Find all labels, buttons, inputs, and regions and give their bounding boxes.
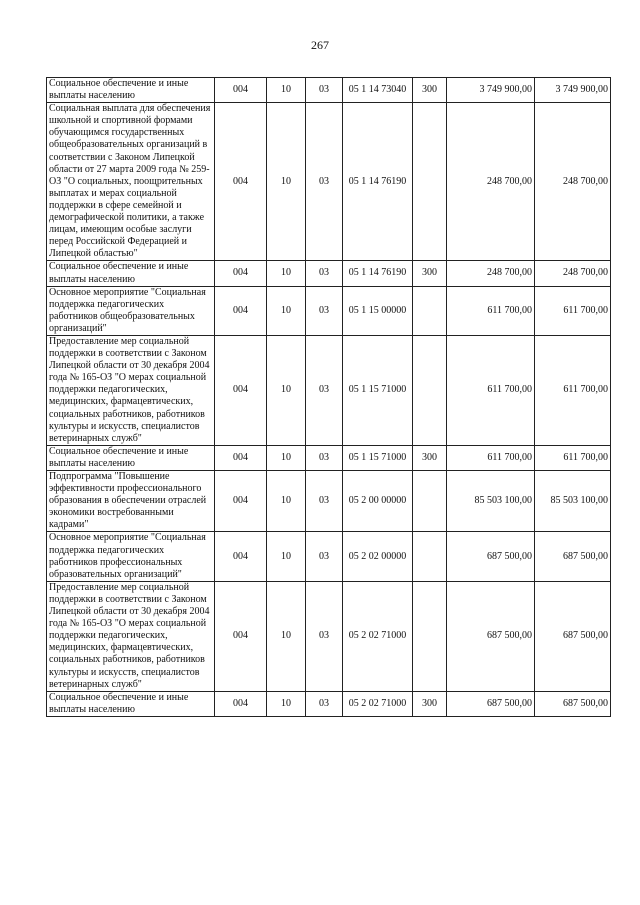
- table-body: [47, 78, 611, 717]
- cell-expense-type: [413, 581, 447, 691]
- table-row: [47, 691, 611, 716]
- cell-amount-1: 248 700,00: [447, 261, 535, 286]
- cell-subsection: 03: [306, 335, 343, 445]
- cell-expense-type: [413, 335, 447, 445]
- cell-name: Предоставление мер социальной поддержки в соответствии с Законом Липецкой области от 30 декабря 2004 года № 165-ОЗ "О мерах социальной поддержки педагогических, медицинских, фармацевтических, социальных работников, работников культуры и искусств, специалистов ветеринарных служб": [47, 335, 215, 445]
- cell-target-article: 05 1 15 00000: [343, 286, 413, 335]
- cell-subsection: 03: [306, 78, 343, 103]
- cell-amount-2: 611 700,00: [535, 445, 611, 470]
- cell-name: Основное мероприятие "Социальная поддержка педагогических работников общеобразовательных организаций": [47, 286, 215, 335]
- cell-target-article: 05 1 15 71000: [343, 335, 413, 445]
- cell-amount-2: 687 500,00: [535, 532, 611, 581]
- cell-expense-type: [413, 532, 447, 581]
- cell-amount-2: 3 749 900,00: [535, 78, 611, 103]
- cell-expense-type: 300: [413, 691, 447, 716]
- cell-expense-type: 300: [413, 445, 447, 470]
- cell-amount-2: 248 700,00: [535, 261, 611, 286]
- cell-subsection: 03: [306, 445, 343, 470]
- cell-section: 10: [267, 335, 306, 445]
- cell-amount-1: 687 500,00: [447, 691, 535, 716]
- cell-section: 10: [267, 286, 306, 335]
- cell-grbs: 004: [215, 335, 267, 445]
- cell-amount-2: 248 700,00: [535, 103, 611, 261]
- table-row: [47, 445, 611, 470]
- cell-grbs: 004: [215, 532, 267, 581]
- page-number: 267: [311, 38, 329, 52]
- cell-subsection: 03: [306, 691, 343, 716]
- cell-name: Социальное обеспечение и иные выплаты населению: [47, 691, 215, 716]
- cell-subsection: 03: [306, 471, 343, 532]
- cell-amount-1: 611 700,00: [447, 335, 535, 445]
- table-row: [47, 581, 611, 691]
- cell-expense-type: 300: [413, 261, 447, 286]
- table-row: [47, 261, 611, 286]
- cell-grbs: 004: [215, 103, 267, 261]
- cell-grbs: 004: [215, 286, 267, 335]
- cell-target-article: 05 1 14 76190: [343, 261, 413, 286]
- cell-name: Предоставление мер социальной поддержки в соответствии с Законом Липецкой области от 30 декабря 2004 года № 165-ОЗ "О мерах социальной поддержки педагогических, медицинских, фармацевтических, социальных работников, работников культуры и искусств, специалистов ветеринарных служб": [47, 581, 215, 691]
- cell-target-article: 05 2 02 00000: [343, 532, 413, 581]
- cell-target-article: 05 2 02 71000: [343, 581, 413, 691]
- cell-expense-type: [413, 103, 447, 261]
- table-row: [47, 471, 611, 532]
- cell-amount-2: 611 700,00: [535, 335, 611, 445]
- cell-amount-1: 687 500,00: [447, 532, 535, 581]
- cell-target-article: 05 1 14 73040: [343, 78, 413, 103]
- cell-amount-1: 687 500,00: [447, 581, 535, 691]
- cell-amount-1: 3 749 900,00: [447, 78, 535, 103]
- cell-expense-type: 300: [413, 78, 447, 103]
- cell-section: 10: [267, 471, 306, 532]
- cell-name: Социальное обеспечение и иные выплаты населению: [47, 445, 215, 470]
- cell-amount-1: 85 503 100,00: [447, 471, 535, 532]
- cell-subsection: 03: [306, 532, 343, 581]
- cell-section: 10: [267, 532, 306, 581]
- cell-subsection: 03: [306, 581, 343, 691]
- cell-grbs: 004: [215, 691, 267, 716]
- cell-section: 10: [267, 103, 306, 261]
- cell-name: Социальное обеспечение и иные выплаты населению: [47, 78, 215, 103]
- cell-amount-2: 687 500,00: [535, 581, 611, 691]
- cell-section: 10: [267, 581, 306, 691]
- cell-amount-2: 85 503 100,00: [535, 471, 611, 532]
- cell-subsection: 03: [306, 261, 343, 286]
- cell-name: Подпрограмма "Повышение эффективности профессионального образования в обеспечении отраслей экономики востребованными кадрами": [47, 471, 215, 532]
- cell-name: Социальная выплата для обеспечения школьной и спортивной формами обучающимся государственных общеобразовательных организаций в соответствии с Законом Липецкой области от 27 марта 2009 года № 259-ОЗ "О социальных, поощрительных выплатах и мерах социальной поддержки в сфере семейной и демографической политики, а также лицам, имеющим особые заслуги перед Российской Федерацией и Липецкой областью": [47, 103, 215, 261]
- cell-amount-1: 611 700,00: [447, 445, 535, 470]
- cell-amount-2: 687 500,00: [535, 691, 611, 716]
- cell-name: Основное мероприятие "Социальная поддержка педагогических работников профессиональных образовательных организаций": [47, 532, 215, 581]
- cell-section: 10: [267, 261, 306, 286]
- cell-target-article: 05 2 00 00000: [343, 471, 413, 532]
- cell-grbs: 004: [215, 471, 267, 532]
- cell-subsection: 03: [306, 103, 343, 261]
- budget-table: [46, 77, 611, 717]
- cell-grbs: 004: [215, 261, 267, 286]
- cell-amount-2: 611 700,00: [535, 286, 611, 335]
- cell-target-article: 05 2 02 71000: [343, 691, 413, 716]
- table-row: [47, 335, 611, 445]
- cell-target-article: 05 1 15 71000: [343, 445, 413, 470]
- table-row: [47, 532, 611, 581]
- table-row: [47, 286, 611, 335]
- cell-target-article: 05 1 14 76190: [343, 103, 413, 261]
- cell-amount-1: 611 700,00: [447, 286, 535, 335]
- cell-name: Социальное обеспечение и иные выплаты населению: [47, 261, 215, 286]
- cell-section: 10: [267, 445, 306, 470]
- table-row: [47, 78, 611, 103]
- cell-section: 10: [267, 78, 306, 103]
- table-row: [47, 103, 611, 261]
- cell-grbs: 004: [215, 78, 267, 103]
- cell-amount-1: 248 700,00: [447, 103, 535, 261]
- cell-grbs: 004: [215, 581, 267, 691]
- cell-grbs: 004: [215, 445, 267, 470]
- cell-expense-type: [413, 471, 447, 532]
- cell-section: 10: [267, 691, 306, 716]
- cell-subsection: 03: [306, 286, 343, 335]
- cell-expense-type: [413, 286, 447, 335]
